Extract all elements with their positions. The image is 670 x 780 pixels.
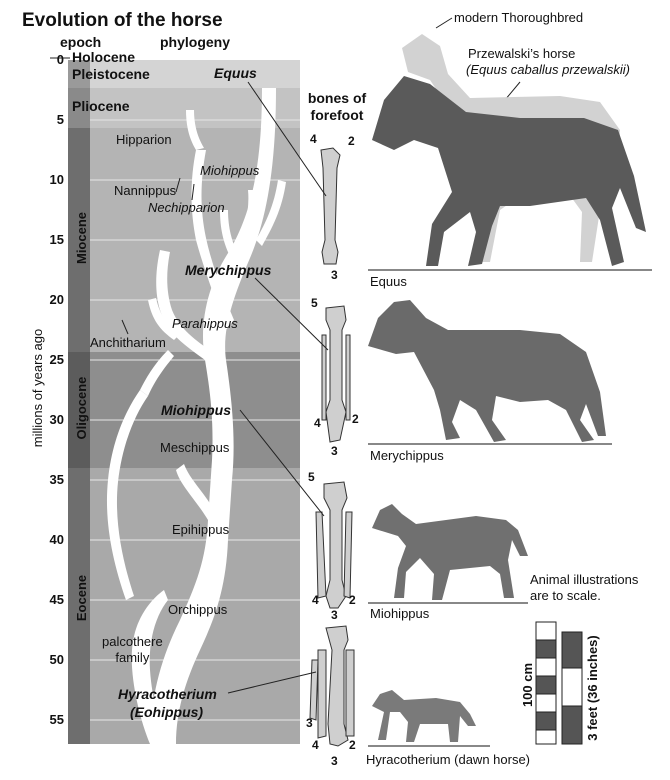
tick-label: 10 [49,172,64,187]
digit-label: 3 [306,716,313,730]
epoch-holocene: Holocene [72,49,136,65]
tick-label: 30 [49,412,64,427]
tick-label: 35 [49,472,64,487]
epoch-header: epoch [60,34,102,50]
digit-label: 2 [349,593,356,607]
miohippus-horse [372,504,528,600]
y-axis-label: millions of years ago [30,328,45,448]
label-przewalski: Przewalski’s horse [468,46,576,61]
digit-label: 4 [312,738,319,752]
genus-miohippus-upper: Miohippus [200,163,260,178]
scale-note: Animal illustrations are to scale. [530,572,639,603]
tick-label: 5 [56,112,64,127]
genus-meschippus: Meschippus [160,440,230,455]
genus-nechipparion: Nechipparion [148,200,225,215]
genus-nannippus: Nannippus [114,183,177,198]
digit-label: 4 [314,416,321,430]
genus-orchippus: Orchippus [168,602,228,617]
digit-label: 3 [331,754,338,768]
epoch-pleistocene: Pleistocene [72,66,150,82]
epoch-oligocene: Oligocene [74,376,89,440]
digit-label: 3 [331,268,338,282]
label-miohippus: Miohippus [370,606,430,621]
digit-label: 2 [349,738,356,752]
digit-label: 5 [311,296,318,310]
label-przewalski-latin: (Equus caballus przewalskii) [466,62,631,77]
scale-label-metric: 100 cm [520,662,535,708]
genus-equus: Equus [214,65,257,81]
bones-header: bones of forefoot [307,90,367,123]
label-equus: Equus [370,274,407,289]
tick-label: 25 [49,352,64,367]
genus-hipparion: Hipparion [116,132,172,147]
phylogeny-header: phylogeny [160,34,231,50]
digit-label: 4 [312,593,319,607]
tick-label: 55 [49,712,64,727]
scale-bars [536,622,582,744]
epoch-eocene: Eocene [74,574,89,622]
epoch-pliocene: Pliocene [72,98,130,114]
digit-label: 2 [348,134,355,148]
label-hyracotherium: Hyracotherium (dawn horse) [366,752,531,767]
genus-merychippus: Merychippus [185,262,272,278]
merychippus-forefoot [326,306,346,442]
equus-forefoot [321,148,340,264]
horse-illustrations [368,34,652,746]
genus-epihippus: Epihippus [172,522,230,537]
digit-label: 3 [331,608,338,622]
genus-parahippus: Parahippus [172,316,238,331]
genus-miohippus: Miohippus [161,402,231,418]
tick-label: 45 [49,592,64,607]
label-merychippus: Merychippus [370,448,444,463]
epoch-miocene: Miocene [74,212,89,265]
tick-label: 0 [56,52,64,67]
tick-label: 50 [49,652,64,667]
digit-label: 4 [310,132,317,146]
figure-title: Evolution of the horse [22,10,223,31]
genus-hyracotherium: Hyracotherium [118,686,217,702]
tick-label: 15 [49,232,64,247]
miohippus-forefoot [324,482,347,608]
hyracotherium-forefoot [326,626,348,746]
scale-bar-metric [536,622,556,744]
scale-bar-imperial [562,632,582,744]
merychippus-horse [368,300,606,442]
hyracotherium-horse [372,690,476,742]
scale-label-imperial: 3 feet (36 inches) [585,635,600,741]
label-thoroughbred: modern Thoroughbred [454,10,584,25]
digit-label: 5 [308,470,315,484]
tick-label: 40 [49,532,64,547]
digit-label: 2 [352,412,359,426]
tick-label: 20 [49,292,64,307]
digit-label: 3 [331,444,338,458]
genus-anchitharium: Anchitharium [90,335,166,350]
genus-palcothere: palcothere family [102,634,163,665]
genus-eohippus: (Eohippus) [130,704,204,720]
